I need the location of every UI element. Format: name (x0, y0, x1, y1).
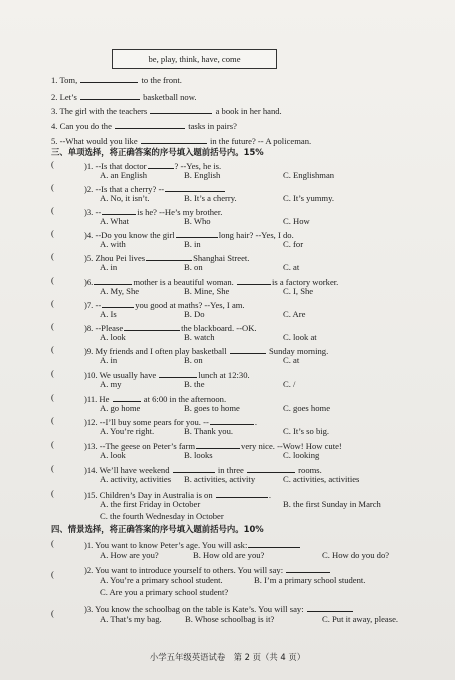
question-text: )2. You want to introduce yourself to others. You will say: (84, 565, 284, 575)
option-b: B. watch (184, 332, 215, 342)
option-a: A. the first Friday in October (100, 499, 201, 509)
fill-item-text: in the future? -- A policeman. (209, 136, 312, 146)
answer-blank[interactable] (230, 344, 266, 354)
answer-blank[interactable] (210, 415, 254, 425)
option-b: B. It’s a cherry. (184, 193, 237, 203)
answer-blank[interactable] (165, 182, 225, 192)
question-text: )12. --I’ll buy some pears for you. -- (84, 417, 209, 427)
answer-blank[interactable] (124, 321, 180, 331)
answer-blank[interactable] (150, 104, 212, 114)
question-text: . (254, 417, 257, 427)
option-c: C. Are (283, 309, 306, 319)
answer-paren[interactable]: ( (51, 368, 54, 378)
question-text: ? --Yes, he is. (174, 161, 222, 171)
option-a: A. in (100, 355, 118, 365)
answer-blank[interactable] (307, 602, 353, 612)
question-text: Sunday morning. (269, 346, 329, 356)
fill-item-text: Let’s (59, 92, 77, 102)
option-b: B. Thank you. (184, 426, 234, 436)
answer-blank[interactable] (247, 463, 295, 473)
option-c: C. at (283, 262, 300, 272)
option-c: C. look at (283, 332, 317, 342)
fill-item-3 (51, 104, 282, 116)
fill-item-1 (51, 73, 182, 85)
option-a: A. activity, activities (100, 474, 172, 484)
option-b: B. Do (184, 309, 205, 319)
question-text: rooms. (298, 465, 322, 475)
fill-item-text: The girl with the teachers (59, 106, 148, 116)
option-c: C. the fourth Wednesday in October (100, 511, 224, 521)
option-a: A. What (100, 216, 129, 226)
option-b: B. activities, activity (184, 474, 256, 484)
answer-blank[interactable] (80, 90, 140, 100)
option-a: A. look (100, 450, 126, 460)
answer-blank[interactable] (196, 439, 240, 449)
answer-paren[interactable]: ( (51, 159, 54, 169)
answer-blank[interactable] (102, 298, 134, 308)
page-footer: 小学五年级英语试卷 第 2 页（共 4 页） (149, 652, 306, 662)
option-a: A. an English (100, 170, 148, 180)
answer-blank[interactable] (176, 228, 218, 238)
fill-item-number: 3. (51, 106, 58, 116)
fill-item-text: tasks in pairs? (188, 121, 237, 131)
option-a: A. You’re right. (100, 426, 155, 436)
answer-blank[interactable] (237, 275, 271, 285)
fill-item-text: --What would you like (59, 136, 138, 146)
option-a: A. No, it isn’t. (100, 193, 150, 203)
answer-blank[interactable] (148, 159, 174, 169)
option-c: C. How do you do? (322, 550, 390, 560)
question-text: lunch at 12:30. (198, 370, 250, 380)
option-b: B. on (184, 262, 203, 272)
answer-paren[interactable]: ( (51, 298, 54, 308)
answer-paren[interactable]: ( (51, 228, 54, 238)
question-text: long hair? --Yes, I do. (218, 230, 294, 240)
option-c: C. Are you a primary school student? (100, 587, 229, 597)
option-a: A. How are you? (100, 550, 159, 560)
option-c: C. How (283, 216, 310, 226)
option-b: B. English (184, 170, 221, 180)
option-b: B. How old are you? (193, 550, 265, 560)
answer-blank[interactable] (94, 275, 132, 285)
option-a: A. My, She (100, 286, 140, 296)
answer-paren[interactable]: ( (51, 275, 54, 285)
option-b: B. on (184, 355, 203, 365)
question-text: )3. You know the schoolbag on the table is Kate’s. You will say: (84, 604, 304, 614)
question-text: )13. --The geese on Peter’s farm (84, 441, 196, 451)
fill-item-text: to the front. (141, 75, 182, 85)
question-text: Shanghai Street. (193, 253, 250, 263)
option-a: A. That’s my bag. (100, 614, 162, 624)
question-text: at 6:00 in the afternoon. (143, 394, 227, 404)
sc-question-2 (84, 563, 331, 575)
option-b: B. the first Sunday in March (283, 499, 381, 509)
answer-blank[interactable] (113, 392, 141, 402)
fill-item-text: Can you do the (59, 121, 112, 131)
option-b: B. the (184, 379, 205, 389)
question-text: the blackboard. --OK. (181, 323, 257, 333)
answer-paren[interactable]: ( (51, 608, 54, 618)
answer-blank[interactable] (248, 538, 300, 548)
question-text: )5. Zhou Pei lives (84, 253, 146, 263)
fill-item-text: basketball now. (143, 92, 197, 102)
word-bank-box: be, play, think, have, come (112, 49, 277, 69)
sc-question-3 (84, 602, 354, 614)
answer-paren[interactable]: ( (51, 538, 54, 548)
answer-blank[interactable] (102, 205, 136, 215)
option-b: B. I’m a primary school student. (254, 575, 366, 585)
question-text: )4. --Do you know the girl (84, 230, 175, 240)
option-a: A. in (100, 262, 118, 272)
fill-item-2 (51, 90, 197, 102)
option-b: B. in (184, 239, 201, 249)
option-c: C. Put it away, please. (322, 614, 399, 624)
answer-paren[interactable]: ( (51, 182, 54, 192)
option-a: A. with (100, 239, 126, 249)
option-c: C. Englishman (283, 170, 335, 180)
answer-paren[interactable]: ( (51, 321, 54, 331)
question-text: in three (217, 465, 244, 475)
answer-paren[interactable]: ( (51, 439, 54, 449)
answer-blank[interactable] (141, 134, 207, 144)
question-text: )1. You want to know Peter’s age. You will ask: (84, 540, 248, 550)
answer-blank[interactable] (80, 73, 138, 83)
question-text: )14. We’ll have weekend (84, 465, 170, 475)
question-text: )10. We usually have (84, 370, 157, 380)
option-c: C. for (283, 239, 304, 249)
option-c: C. at (283, 355, 300, 365)
option-c: C. It’s yummy. (283, 193, 335, 203)
option-c: C. / (283, 379, 296, 389)
option-c: C. goes home (283, 403, 331, 413)
fill-item-number: 4. (51, 121, 58, 131)
question-text: )1. --Is that doctor (84, 161, 147, 171)
option-b: B. goes to home (184, 403, 240, 413)
question-text: )8. --Please (84, 323, 124, 333)
question-text: )9. My friends and I often play basketball (84, 346, 227, 356)
option-b: B. looks (184, 450, 213, 460)
question-text: )11. He (84, 394, 110, 404)
question-text: )15. Children’s Day in Australia is on (84, 490, 213, 500)
fill-item-number: 5. (51, 136, 58, 146)
option-a: A. go home (100, 403, 141, 413)
fill-item-text: a book in her hand. (215, 106, 282, 116)
answer-paren[interactable]: ( (51, 205, 54, 215)
section-4-title: 四、情景选择，将正确答案的序号填入题前括号内。10% (51, 524, 264, 534)
option-a: A. Is (100, 309, 117, 319)
question-text: you good at maths? --Yes, I am. (135, 300, 245, 310)
question-text: )6. (84, 277, 94, 287)
fill-item-5 (51, 134, 311, 146)
option-c: C. looking (283, 450, 320, 460)
answer-paren[interactable]: ( (51, 251, 54, 261)
question-text: )7. -- (84, 300, 102, 310)
option-a: A. my (100, 379, 122, 389)
question-text: )2. --Is that a cherry? -- (84, 184, 165, 194)
answer-blank[interactable] (159, 368, 197, 378)
fill-item-text: Tom, (59, 75, 78, 85)
answer-blank[interactable] (286, 563, 330, 573)
question-text: very nice. --Wow! How cute! (241, 441, 342, 451)
fill-item-number: 2. (51, 92, 58, 102)
fill-item-4 (51, 119, 237, 131)
answer-paren[interactable]: ( (51, 569, 54, 579)
option-a: A. You’re a primary school student. (100, 575, 223, 585)
answer-blank[interactable] (173, 463, 215, 473)
sc-question-1 (84, 538, 301, 550)
question-text: . (268, 490, 271, 500)
answer-paren[interactable]: ( (51, 392, 54, 402)
question-text: is a factory worker. (271, 277, 339, 287)
answer-paren[interactable]: ( (51, 463, 54, 473)
answer-blank[interactable] (115, 119, 185, 129)
section-3-title: 三、单项选择，将正确答案的序号填入题前括号内。15% (51, 147, 264, 157)
option-a: A. look (100, 332, 126, 342)
question-text: )3. -- (84, 207, 102, 217)
question-text: mother is a beautiful woman. (133, 277, 234, 287)
option-c: C. I, She (283, 286, 314, 296)
option-c: C. It’s so big. (283, 426, 330, 436)
answer-blank[interactable] (146, 251, 192, 261)
option-b: B. Whose schoolbag is it? (185, 614, 275, 624)
option-c: C. activities, activities (283, 474, 360, 484)
question-text: is he? --He’s my brother. (137, 207, 223, 217)
answer-paren[interactable]: ( (51, 344, 54, 354)
option-b: B. Who (184, 216, 211, 226)
option-b: B. Mine, She (184, 286, 230, 296)
answer-paren[interactable]: ( (51, 488, 54, 498)
answer-blank[interactable] (216, 488, 268, 498)
fill-item-number: 1. (51, 75, 58, 85)
answer-paren[interactable]: ( (51, 415, 54, 425)
